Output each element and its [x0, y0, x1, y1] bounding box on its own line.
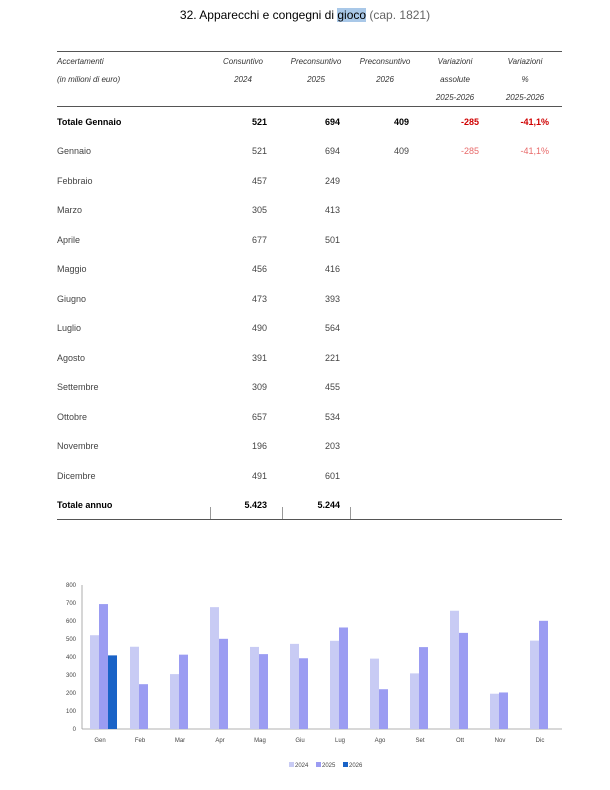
cell-2025: 601 [324, 470, 340, 481]
legend-swatch-2025 [316, 762, 321, 767]
cell-2025: 249 [324, 175, 340, 186]
row-label: Totale annuo [57, 500, 113, 510]
cell-variation-abs: -285 [460, 146, 479, 156]
header-col5-line2: % [521, 75, 529, 84]
cell-variation-abs: -285 [460, 117, 479, 127]
row-label: Giugno [57, 293, 87, 304]
legend-swatch-2026 [343, 762, 348, 767]
x-tick-label: Dic [535, 738, 545, 744]
cell-2024: 521 [251, 146, 267, 156]
bar-2024-Nov [490, 694, 499, 729]
legend-swatch-2024 [289, 762, 294, 767]
row-label: Febbraio [57, 175, 93, 186]
cell-2024: 456 [251, 264, 267, 274]
cell-2024: 196 [251, 441, 267, 451]
header-col3-line2: 2026 [376, 75, 394, 84]
bar-2025-Giu [299, 658, 308, 729]
row-label: Maggio [57, 264, 87, 274]
cell-2025: 413 [324, 205, 340, 215]
x-tick-label: Nov [494, 738, 506, 744]
x-tick-label: Lug [334, 738, 346, 744]
y-tick-label: 400 [65, 655, 76, 661]
legend-label-2024: 2024 [295, 763, 309, 769]
cell-2024: 521 [251, 117, 267, 127]
title-chapter: (cap. 1821) [366, 8, 431, 22]
cell-variation-pct: -41,1% [520, 146, 549, 156]
cell-variation-pct: -41,1% [520, 117, 549, 127]
bar-2025-Ott [459, 633, 468, 729]
bar-2024-Feb [130, 647, 139, 729]
cell-2025: 221 [324, 352, 340, 363]
bar-2024-Mag [250, 647, 259, 729]
cell-2025: 203 [324, 441, 340, 451]
cell-2025: 455 [324, 382, 340, 392]
y-tick-label: 200 [65, 691, 76, 697]
bar-2025-Gen [99, 604, 108, 729]
x-tick-label: Set [415, 738, 425, 744]
cell-2025: 393 [324, 293, 340, 304]
row-label: Dicembre [57, 470, 96, 481]
cell-2024: 677 [251, 234, 267, 245]
x-tick-label: Giu [295, 738, 305, 744]
title-highlight: gioco [337, 8, 367, 22]
cell-2024: 490 [251, 323, 267, 333]
y-tick-label: 0 [72, 727, 76, 733]
row-label: Ottobre [57, 411, 88, 422]
row-label: Agosto [57, 352, 86, 363]
title-main: 32. Apparecchi e congegni di [179, 8, 338, 22]
x-tick-label: Mag [254, 738, 266, 744]
header-col5-line3: 2025-2026 [505, 93, 545, 102]
header-col1-line2: 2024 [234, 75, 252, 84]
header-col0-line2: (in milioni di euro) [57, 75, 121, 84]
header-col4-line3: 2025-2026 [435, 93, 475, 102]
cell-2024: 457 [251, 175, 267, 186]
row-label: Aprile [57, 234, 81, 245]
bar-2024-Dic [530, 641, 539, 729]
y-tick-label: 800 [65, 583, 76, 589]
cell-2025: 694 [324, 146, 340, 156]
bar-2025-Mag [259, 654, 268, 729]
row-label: Luglio [57, 323, 82, 333]
y-tick-label: 600 [65, 619, 76, 625]
cell-2025: 416 [324, 264, 340, 274]
cell-2026: 409 [393, 146, 409, 156]
x-tick-label: Feb [134, 738, 146, 744]
header-col1-line1: Consuntivo [222, 57, 264, 66]
bar-2024-Giu [290, 644, 299, 729]
bar-2025-Ago [379, 689, 388, 729]
cell-2026: 409 [393, 117, 409, 127]
cell-2024: 491 [251, 470, 267, 481]
header-col3-line1: Preconsuntivo [359, 57, 411, 66]
header-col2-line1: Preconsuntivo [290, 57, 342, 66]
x-tick-label: Mar [174, 738, 186, 744]
cell-2024: 473 [251, 293, 267, 304]
legend-label-2025: 2025 [322, 763, 336, 769]
legend-label-2026: 2026 [349, 763, 363, 769]
cell-2025: 694 [324, 117, 340, 127]
bar-2024-Apr [210, 607, 219, 729]
cell-2025: 564 [324, 323, 340, 333]
y-tick-label: 300 [65, 673, 76, 679]
x-tick-label: Apr [215, 738, 225, 744]
cell-2025: 501 [324, 234, 340, 245]
row-label: Gennaio [57, 146, 92, 156]
header-col2-line2: 2025 [307, 75, 325, 84]
bar-2024-Lug [330, 641, 339, 729]
bar-2024-Mar [170, 674, 179, 729]
row-label: Settembre [57, 382, 99, 392]
bar-2024-Gen [90, 635, 99, 729]
row-label: Novembre [57, 441, 99, 451]
bar-2025-Apr [219, 639, 228, 729]
header-col4-line2: assolute [440, 75, 470, 84]
bar-2025-Nov [499, 692, 508, 729]
bar-2024-Ott [450, 611, 459, 729]
bar-2025-Dic [539, 621, 548, 729]
bar-2026-Gen [108, 655, 117, 729]
bar-2025-Set [419, 647, 428, 729]
x-tick-label: Ago [374, 738, 386, 744]
bar-2025-Feb [139, 684, 148, 729]
y-tick-label: 100 [65, 709, 76, 715]
y-tick-label: 500 [65, 637, 76, 643]
header-col0-line1: Accertamenti [57, 57, 104, 66]
x-tick-label: Gen [94, 738, 106, 744]
x-tick-label: Ott [455, 738, 465, 744]
bar-2025-Lug [339, 627, 348, 729]
cell-2024: 657 [251, 411, 267, 422]
cell-2024: 391 [251, 352, 267, 363]
bar-2024-Ago [370, 659, 379, 729]
row-label: Totale Gennaio [57, 117, 122, 127]
bar-2024-Set [410, 673, 419, 729]
header-col4-line1: Variazioni [437, 57, 473, 66]
cell-2025: 534 [324, 411, 340, 422]
header-col5-line1: Variazioni [507, 57, 543, 66]
row-label: Marzo [57, 205, 83, 215]
bar-2025-Mar [179, 655, 188, 729]
cell-2024: 5.423 [244, 500, 267, 510]
cell-2024: 309 [251, 382, 267, 392]
cell-2025: 5.244 [317, 500, 340, 510]
y-tick-label: 700 [65, 601, 76, 607]
cell-2024: 305 [251, 205, 267, 215]
